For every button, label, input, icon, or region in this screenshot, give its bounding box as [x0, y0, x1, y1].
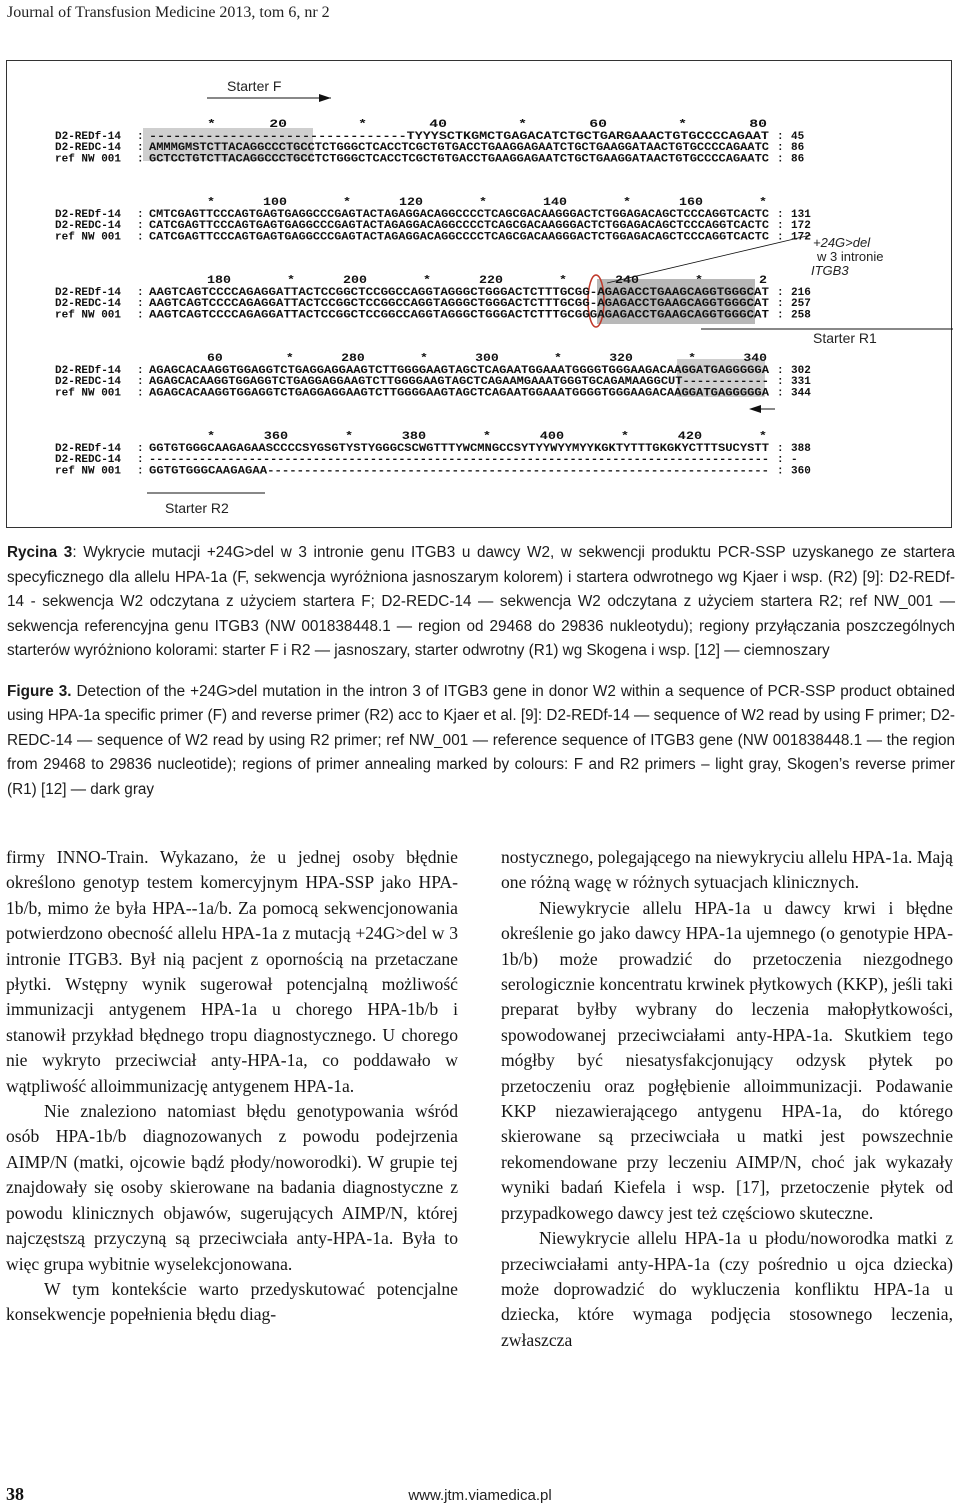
- caption-english-text: Detection of the +24G>del mutation in the intron 3 of ITGB3 gene in donor W2 within a sequence of PCR-SSP product obtained using HPA-1a specific primer (F) and reverse primer (R2) acc to Kjaer et al. [9]: D2-REDf-14 — sequence of W2 read by using F primer; D2-REDC-14 — sequence of W2 read by using R2 primer; ref NW_001 — reference sequence of ITGB3 gene (NW 001838448.1 — the region from 29468 to 29836 nucleotide); regions of primer annealing marked by colours: F and R2 primers – light gray, Skogen’s reverse primer (R1) [12] — dark gray: [7, 682, 955, 798]
- sequence-colon: :: [137, 454, 144, 467]
- sequence-colon: :: [137, 465, 144, 478]
- sequence-end-position: 131: [791, 209, 811, 221]
- sequence-colon: :: [777, 287, 784, 299]
- sequence-bases: ---------------------------------------------------------------------------------------: [149, 454, 769, 467]
- caption-polish-label: Rycina 3: [7, 544, 73, 561]
- sequence-colon: :: [137, 209, 144, 221]
- sequence-end-position: 344: [791, 387, 811, 400]
- sequence-colon: :: [137, 443, 144, 455]
- sequence-colon: :: [137, 142, 144, 155]
- sequence-colon: :: [137, 131, 144, 143]
- sequence-end-position: 172: [791, 231, 811, 244]
- sequence-end-position: 172: [791, 220, 811, 233]
- body-paragraph: W tym kontekście warto przedyskutować potencjalne konsekwencje popełnienia błędu diag-: [6, 1278, 458, 1325]
- sequence-name: D2-REDC-14: [55, 298, 122, 311]
- sequence-end-position: 302: [791, 365, 811, 377]
- starter-r1-label: Starter R1: [813, 330, 877, 346]
- position-ruler: * 360 * 380 * 400 * 420 *: [207, 431, 767, 443]
- starter-r2-label: Starter R2: [165, 500, 229, 516]
- sequence-colon: :: [777, 387, 784, 400]
- body-paragraph: Nie znaleziono natomiast błędu genotypowania wśród osób HPA-1b/b diagnozowanych z powodu podejrzenia AIMP/N (matki, ojcowie bądź płody/noworodki). W grupie tej znajdowały się osoby skierowane na badania diagnostyczne z powodu klinicznych objawów, sugerujących AIMP/N, której najczęstszą przyczyną są przeciwciała anty-HPA-1a. Była to więc grupa wybitnie wyselekcjonowana.: [6, 1101, 458, 1274]
- sequence-name: D2-REDf-14: [55, 131, 122, 143]
- captions: [7, 541, 955, 802]
- sequence-colon: :: [137, 298, 144, 311]
- caption-english-label: Figure 3.: [7, 682, 72, 700]
- page-number: 38: [6, 1484, 24, 1504]
- sequence-bases: --------------------------------TYYYSCTKGMCTGAGACATCTGCTGARGAAACTGTGCCCCAGAAT: [149, 131, 770, 143]
- position-ruler: 180 * 200 * 220 * 240 * 2: [207, 275, 767, 287]
- sequence-end-position: 388: [791, 443, 811, 455]
- body-paragraph: nostycznego, polegającego na niewykryciu allelu HPA-1a. Mają one różną wagę w różnych sytuacjach klinicznych.: [501, 847, 953, 893]
- sequence-end-position: 360: [791, 465, 811, 478]
- mutation-label-line3: ITGB3: [811, 263, 849, 278]
- sequence-bases: AGAGCACAAGGTGGAGGTCTGAGGAGGAAGTCTTGGGGAAGTAGCTCAGAATGGAAATGGGGTGGGAAGACAAGGATGAGGGGGA: [149, 387, 770, 400]
- alignment-graphic: [7, 61, 953, 529]
- body-column-right: [501, 845, 953, 1353]
- caption-polish-text: : Wykrycie mutacji +24G>del w 3 intronie genu ITGB3 u dawcy W2, w sekwencji produktu PCR-SSP uzyskanego ze startera specyficznego dla allelu HPA-1a (F, sekwencja wyróżniona jasnoszarym kolorem) i startera odwrotnego wg Kjaer i wsp. (R2) [9]: D2-REDf-14 - sekwencja W2 odczytana z użyciem startera F; D2-REDC-14 — sekwencja W2 odczytana z użyciem startera R2; ref NW_001 — sekwencja referencyjna genu ITGB3 (NW 001838448.1 — region od 29468 do 29836 nukleotydu); regiony przyłączania poszczególnych starterów wyróżniono kolorami: starter F i R2 — jasnoszary, starter odwrotny (R1) wg Skogena i wsp. [12] — ciemnoszary: [7, 544, 956, 659]
- arrow-right-icon: [319, 94, 331, 102]
- sequence-colon: :: [137, 220, 144, 233]
- starter-f-label: Starter F: [227, 78, 282, 94]
- sequence-end-position: -: [791, 454, 798, 467]
- body-column-left: [6, 845, 458, 1328]
- sequence-blocks: [55, 119, 811, 477]
- sequence-name: ref NW 001: [55, 465, 122, 478]
- sequence-colon: :: [777, 220, 784, 233]
- sequence-bases: GGTGTGGGCAAGAGAASCCCCSYGSGTYSTYGGGCSCWGTTTYWCMNGCCSYTYYWYYMYYKGKTYTTTGKGKYCTTTSUCYSTT: [149, 443, 770, 455]
- sequence-name: D2-REDC-14: [55, 220, 122, 233]
- sequence-bases: GCTCCTGTCTTACAGGCCCTGCCTCTGGGCTCACCTCGCTGTGACCTGAAGGAGAATCTGCTGAAGGATAACTGTGCCCCAGAATC: [149, 153, 770, 166]
- caption-polish: [7, 541, 955, 664]
- sequence-end-position: 258: [791, 309, 811, 322]
- sequence-end-position: 86: [791, 153, 805, 166]
- sequence-bases: AAGTCAGTCCCCAGAGGATTACTCCGGCTCCGGCCAGGTAGGGCTGGGACTCTTTGCGG-AGAGACCTGAAGCAGGTGGGCAT: [149, 287, 770, 299]
- sequence-bases: CATCGAGTTCCCAGTGAGTGAGGCCCGAGTACTAGAGGACAGGCCCCTCAGCGACAAGGGACTCTGGAGACAGCTCCCAGGTCACTC: [149, 220, 770, 233]
- sequence-bases: AAGTCAGTCCCCAGAGGATTACTCCGGCTCCGGCCAGGTAGGGCTGGGACTCTTTGCGGGAGAGACCTGAAGCAGGTGGGCAT: [149, 309, 770, 322]
- sequence-colon: :: [777, 309, 784, 322]
- body-paragraph: Niewykrycie allelu HPA-1a u dawcy krwi i błędne określenie go jako dawcy HPA-1a ujemnego (o genotypie HPA-1b/b) może prowadzić do przetoczenia niezgodnego serologicznie koncentratu krwinek płytkowych (KKP), jeśli taki preparat byłby wybrany do leczenia małopłytkowości, spowodowanej przeciwciałami anty-HPA-1a. Skutkiem tego mógłby być niesatysfakcjonujący odzysk płytek po przetoczeniu oraz pogłębienie alloimmunizacji. Podawanie KKP niezawierającego antygenu HPA-1a, do którego skierowane są przeciwciała u matki jest powszechnie rekomendowane przy leczeniu AIMP/N, choć jak wykazały wyniki badań Kiefela i wsp. [17], przetoczenie płytek od przypadkowego dawcy jest też częściowo skuteczne.: [501, 897, 953, 1223]
- sequence-end-position: 331: [791, 376, 811, 389]
- sequence-colon: :: [777, 465, 784, 478]
- sequence-name: D2-REDf-14: [55, 443, 122, 455]
- sequence-name: ref NW 001: [55, 153, 122, 166]
- sequence-name: D2-REDC-14: [55, 142, 122, 155]
- sequence-colon: :: [777, 365, 784, 377]
- sequence-colon: :: [777, 231, 784, 244]
- sequence-colon: :: [137, 376, 144, 389]
- footer-url: www.jtm.viamedica.pl: [408, 1487, 552, 1504]
- body-paragraph: Niewykrycie allelu HPA-1a u płodu/noworodka matki z przeciwciałami anty-HPA-1a (czy pośrednio u ojca dziecka) może doprowadzić do wykluczenia konfliktu HPA-1a u dziecka, które wymaga podjęcia stosownego leczenia, zwłaszcza: [501, 1228, 953, 1350]
- sequence-colon: :: [777, 142, 784, 155]
- sequence-name: D2-REDf-14: [55, 365, 122, 377]
- sequence-colon: :: [137, 153, 144, 166]
- sequence-end-position: 45: [791, 131, 805, 143]
- sequence-colon: :: [137, 387, 144, 400]
- sequence-name: ref NW 001: [55, 231, 122, 244]
- sequence-name: D2-REDC-14: [55, 376, 122, 389]
- sequence-bases: AGAGCACAAGGTGGAGGTCTGAGGAGGAAGTCTTGGGGAAGTAGCTCAGAAMGAAATGGGTGCAGAMAAGGCUT------------: [149, 376, 770, 389]
- caption-english: [7, 680, 955, 803]
- sequence-name: D2-REDC-14: [55, 454, 122, 467]
- sequence-figure: [6, 60, 952, 528]
- sequence-colon: :: [777, 376, 784, 389]
- sequence-colon: :: [777, 153, 784, 166]
- sequence-colon: :: [777, 454, 784, 467]
- sequence-end-position: 257: [791, 298, 811, 311]
- sequence-colon: :: [777, 209, 784, 221]
- sequence-colon: :: [137, 287, 144, 299]
- sequence-colon: :: [777, 443, 784, 455]
- body-paragraph: firmy INNO-Train. Wykazano, że u jednej osoby błędnie określono genotyp testem komercyjnym HPA-SSP jako HPA-1b/b, mimo że była HPA--1a/b. Za pomocą sekwencjonowania potwierdzono obecność allelu HPA-1a z mutacją +24G>del w 3 intronie ITGB3. Był nią pacjent z opornością na przetaczane płytki. Wstępny wynik sugerował potencjalną możliwość immunizacji antygenem HPA-1a u chorego HPA-1b/b i stanowił przykład błędnego tropu diagnostycznego. U chorego nie wykryto przeciwciał anty-HPA-1a, co poddawało w wątpliwość alloimmunizację antygenem HPA-1a.: [6, 847, 458, 1096]
- sequence-name: ref NW 001: [55, 309, 122, 322]
- sequence-end-position: 216: [791, 287, 811, 299]
- sequence-colon: :: [137, 231, 144, 244]
- sequence-bases: AMMMGMSTCTTACAGGCCCTGCCTCTGGGCTCACCTCGCTGTGACCTGAAGGAGAATCTGCTGAAGGATAACTGTGCCCCAGAATC: [149, 142, 770, 155]
- sequence-name: D2-REDf-14: [55, 209, 122, 221]
- sequence-bases: CATCGAGTTCCCAGTGAGTGAGGCCCGAGTACTAGAGGACAGGCCCCTCAGCGACAAGGGACTCTGGAGACAGCTCCCAGGTCACTC: [149, 231, 770, 244]
- sequence-end-position: 86: [791, 142, 805, 155]
- position-ruler: * 20 * 40 * 60 * 80: [207, 119, 767, 131]
- sequence-bases: CMTCGAGTTCCCAGTGAGTGAGGCCCGAGTACTAGAGGACAGGCCCCTCAGCGACAAGGGACTCTGGAGACAGCTCCCAGGTCACTC: [149, 209, 770, 221]
- sequence-colon: :: [777, 131, 784, 143]
- sequence-bases: AGAGCACAAGGTGGAGGTCTGAGGAGGAAGTCTTGGGGAAGTAGCTCAGAATGGAAATGGGGTGGGAAGACAAGGATGAGGGGGA: [149, 365, 770, 377]
- sequence-bases: GGTGTGGGCAAGAGAA--------------------------------------------------------------------: [149, 465, 769, 478]
- sequence-name: ref NW 001: [55, 387, 122, 400]
- sequence-name: D2-REDf-14: [55, 287, 122, 299]
- sequence-colon: :: [137, 309, 144, 322]
- mutation-label-line1: +24G>del: [813, 235, 871, 250]
- sequence-colon: :: [137, 365, 144, 377]
- sequence-bases: AAGTCAGTCCCCAGAGGATTACTCCGGCTCCGGCCAGGTAGGGCTGGGACTCTTTGCGG-AGAGACCTGAAGCAGGTGGGCAT: [149, 298, 770, 311]
- sequence-colon: :: [777, 298, 784, 311]
- position-ruler: 60 * 280 * 300 * 320 * 340: [207, 353, 767, 365]
- journal-header: Journal of Transfusion Medicine 2013, tom 6, nr 2: [7, 4, 330, 21]
- position-ruler: * 100 * 120 * 140 * 160 *: [207, 197, 767, 209]
- mutation-label-line2: w 3 intronie: [817, 249, 884, 264]
